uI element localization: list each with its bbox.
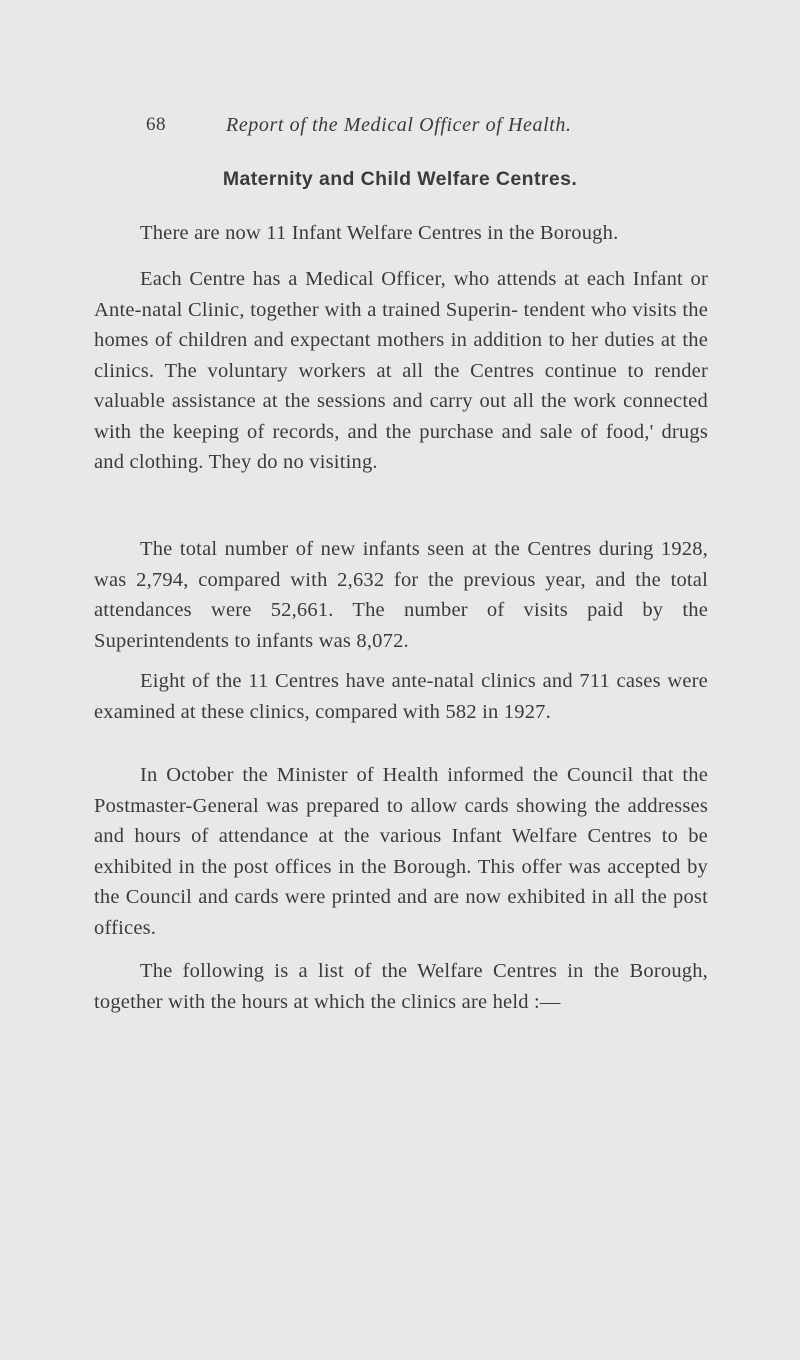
paragraph-staffing: Each Centre has a Medical Officer, who attends at each Infant or Ante-natal Clinic, together with a trained Superin- tendent who visits the homes of children and expectant mothers in addition to her duties at the clinics. The voluntary workers at all the Centres continue to render valuable assistance at the sessions and carry out all the work connected with the keeping of records, and the purchase and sale of food,' drugs and clothing. They do no visiting. [94, 268, 708, 473]
paragraph-attendance-figures: The total number of new infants seen at the Centres during 1928, was 2,794, compared with 2,632 for the previous year, and the total attendances were 52,661. The number of visits paid by the Superintendents to infants was 8,072. [94, 538, 708, 652]
paragraph-ante-natal-clinics: Eight of the 11 Centres have ante-natal clinics and 711 cases were examined at these clinics, compared with 582 in 1927. [94, 670, 708, 723]
paragraph-list-intro: The following is a list of the Welfare Centres in the Borough, together with the hours at which the clinics are held :— [94, 960, 708, 1013]
running-head [0, 112, 800, 146]
running-title: Report of the Medical Officer of Health. [226, 114, 572, 136]
paragraph-post-office-cards: In October the Minister of Health informed the Council that the Postmaster-General was prepared to allow cards showing the addresses and hours of attendance at the various Infant Welfare Centres to be exhibited in the post offices in the Borough. This offer was accepted by the Council and cards were printed and are now exhibited in all the post offices. [94, 764, 708, 939]
paragraph-centres-count: There are now 11 Infant Welfare Centres in the Borough. [140, 222, 619, 244]
page-number: 68 [146, 114, 166, 135]
section-heading: Maternity and Child Welfare Centres. [222, 168, 578, 190]
